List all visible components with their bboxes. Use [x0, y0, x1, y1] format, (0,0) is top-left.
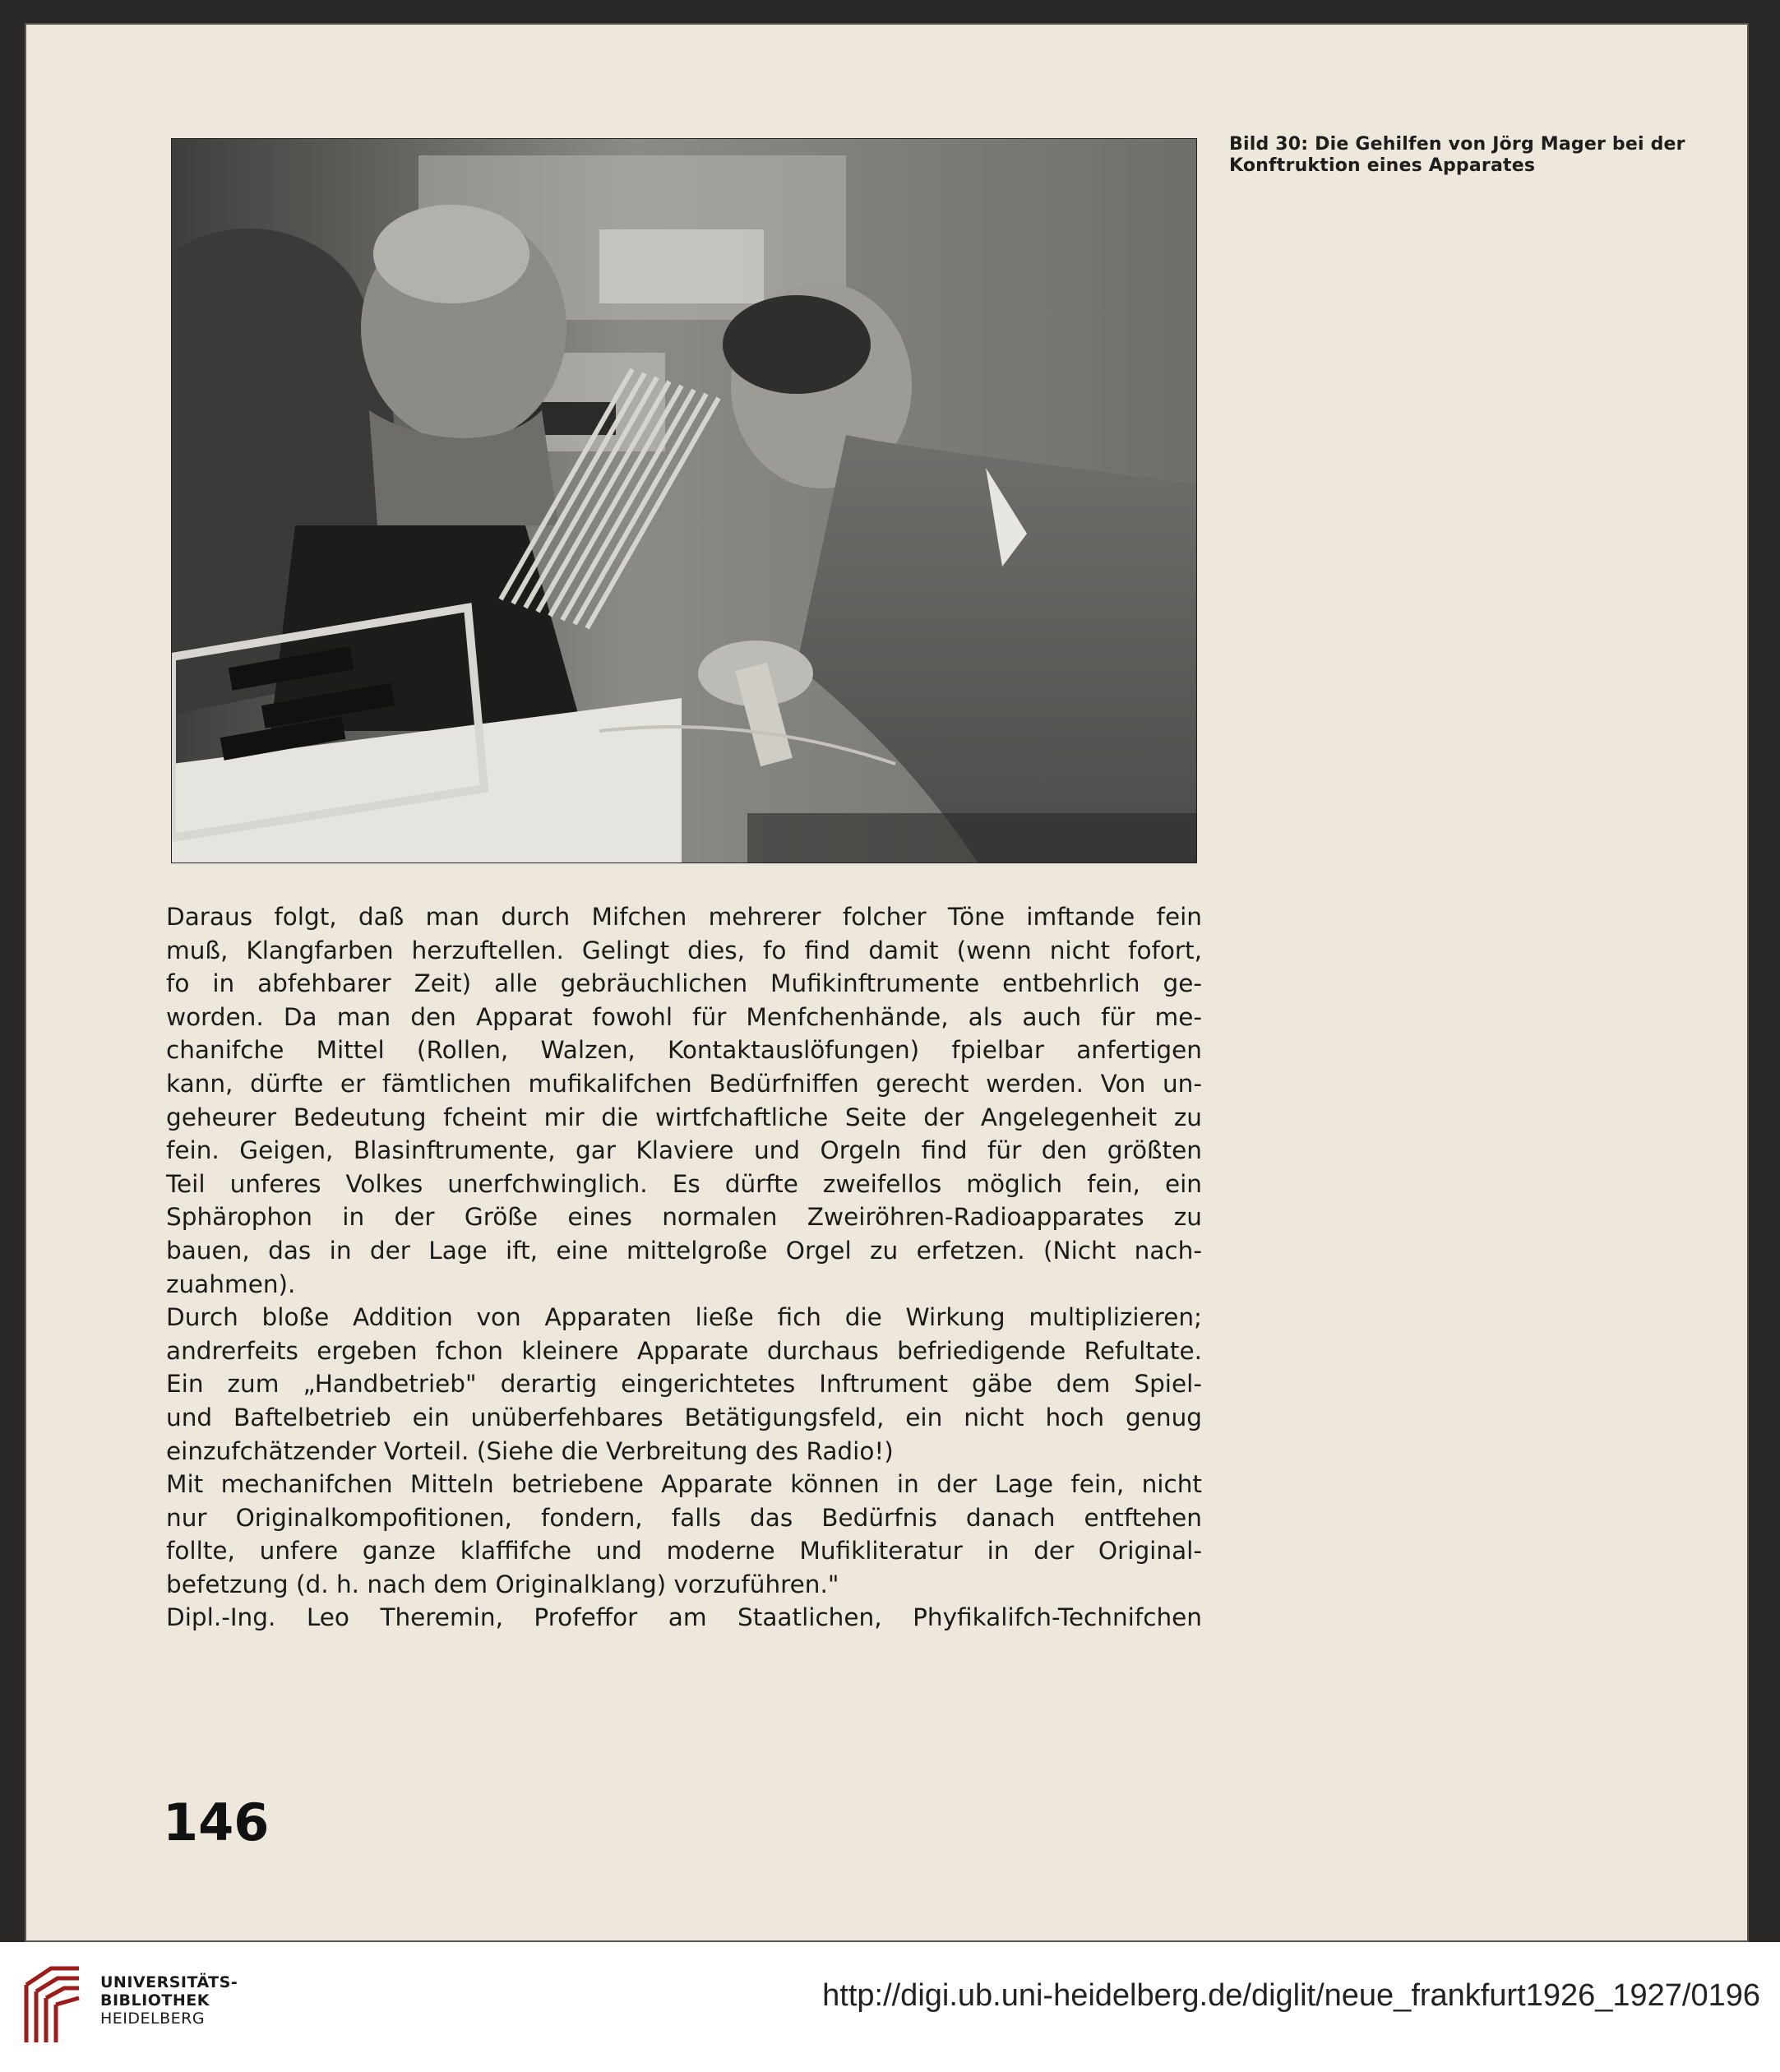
text-line: fein. Geigen, Blasinftrumente, gar Klaviere und Orgeln find für den größten: [166, 1136, 1202, 1165]
text-line: fo in abfehbarer Zeit) alle gebräuchlichen Mufikinftrumente entbehrlich ge-: [166, 969, 1202, 998]
caption-line: Bild 30: Die Gehilfen von Jörg Mager bei der: [1229, 134, 1685, 155]
text-line: muß, Klangfarben herzuftellen. Gelingt dies, fo find damit (wenn nicht fofort,: [166, 936, 1202, 964]
library-footer: [0, 1942, 1780, 2072]
text-line: Sphärophon in der Größe eines normalen Zweiröhren-Radioapparates zu: [166, 1203, 1202, 1232]
page-number: 146: [163, 1792, 270, 1852]
library-logo-icon[interactable]: [18, 1960, 87, 2051]
text-line: worden. Da man den Apparat fowohl für Menfchenhände, als auch für me-: [166, 1002, 1202, 1031]
permalink-url[interactable]: http://digi.ub.uni-heidelberg.de/diglit/neue_frankfurt1926_1927/0196: [822, 1978, 1760, 2013]
text-line: nur Originalkompofitionen, fondern, falls das Bedürfnis danach entftehen: [166, 1503, 1202, 1532]
library-name-line: HEIDELBERG: [100, 2010, 206, 2028]
scanned-page: [26, 25, 1747, 1940]
text-line: bauen, das in der Lage ift, eine mittelgroße Orgel zu erfetzen. (Nicht nach-: [166, 1236, 1202, 1265]
text-line: befetzung (d. h. nach dem Originalklang) vorzuführen.": [166, 1570, 839, 1598]
text-line: geheurer Bedeutung fcheint mir die wirtfchaftliche Seite der Angelegenheit zu: [166, 1103, 1202, 1131]
body-text: [166, 900, 1202, 1635]
photograph-workers-building-apparatus: [171, 138, 1197, 863]
text-line: follte, unfere ganze klaffifche und moderne Mufikliteratur in der Original-: [166, 1537, 1202, 1566]
text-line: Daraus folgt, daß man durch Mifchen mehrerer folcher Töne imftande fein: [166, 903, 1202, 931]
text-line: zuahmen).: [166, 1270, 296, 1298]
text-line: kann, dürfte er fämtlichen mufikalifchen Bedürfniffen gerecht werden. Von un-: [166, 1069, 1202, 1098]
library-name-line: UNIVERSITÄTS-: [100, 1973, 238, 1991]
caption-line: Konftruktion eines Apparates: [1229, 155, 1536, 176]
text-line: Durch bloße Addition von Apparaten ließe fich die Wirkung multiplizieren;: [166, 1303, 1202, 1332]
library-name[interactable]: [100, 1973, 238, 2028]
photo-illustration: [172, 139, 1196, 863]
library-name-line: BIBLIOTHEK: [100, 1991, 210, 2010]
text-line: Mit mechanifchen Mitteln betriebene Apparate können in der Lage fein, nicht: [166, 1470, 1202, 1499]
text-line: chanifche Mittel (Rollen, Walzen, Kontaktauslöfungen) fpielbar anfertigen: [166, 1036, 1202, 1065]
text-line: Teil unferes Volkes unerfchwinglich. Es dürfte zweifellos möglich fein, ein: [166, 1169, 1202, 1198]
text-line: und Baftelbetrieb ein unüberfehbares Betätigungsfeld, ein nicht hoch genug: [166, 1403, 1202, 1431]
text-line: einzufchätzender Vorteil. (Siehe die Verbreitung des Radio!): [166, 1436, 894, 1465]
text-line: Dipl.-Ing. Leo Theremin, Profeffor am Staatlichen, Phyfikalifch-Technifchen: [166, 1603, 1202, 1632]
figure-caption: [1229, 134, 1739, 177]
text-line: Ein zum „Handbetrieb" derartig eingerichtetes Inftrument gäbe dem Spiel-: [166, 1370, 1202, 1399]
text-line: andrerfeits ergeben fchon kleinere Apparate durchaus befriedigende Refultate.: [166, 1336, 1202, 1365]
